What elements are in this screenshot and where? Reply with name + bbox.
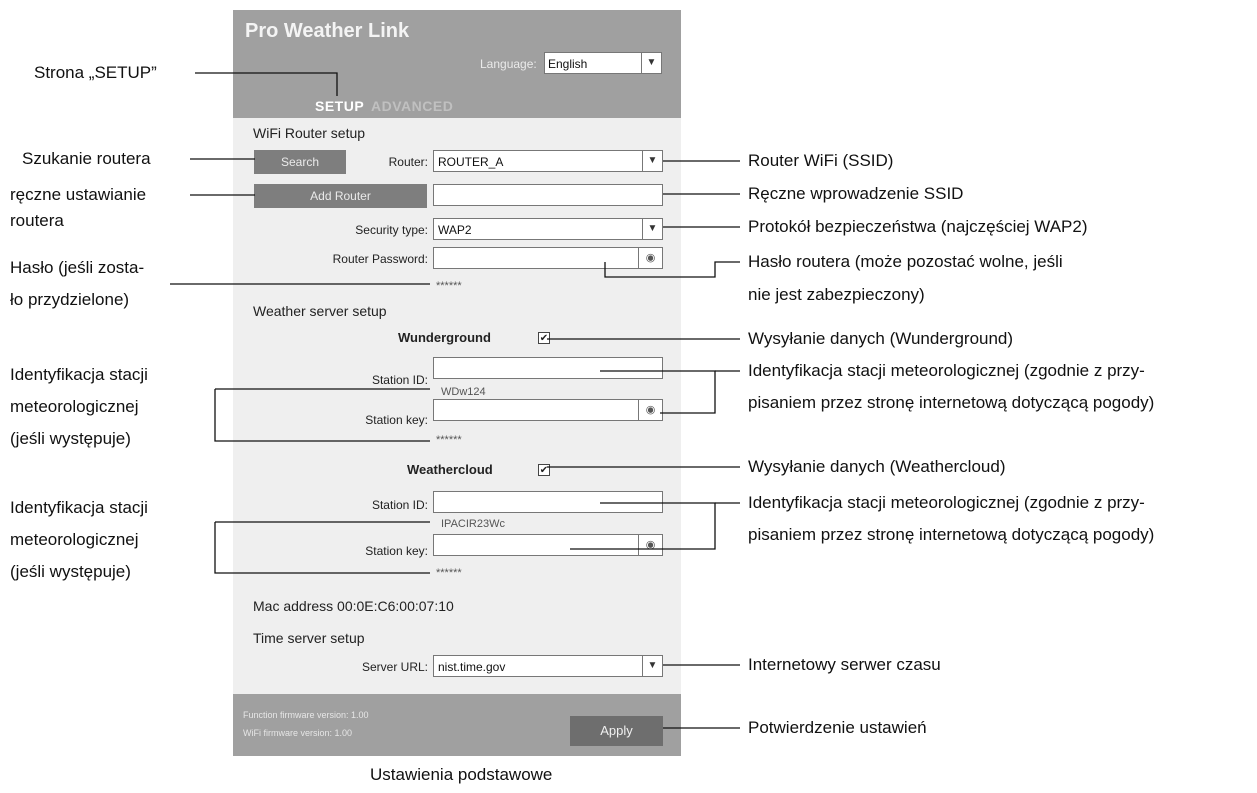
search-button[interactable]: Search (254, 150, 346, 174)
station-id-label: Station ID: (371, 498, 428, 512)
annotation-station-id-1: Identyfikacja stacji (10, 498, 148, 517)
annotation-manual-router-1: ręczne ustawianie (10, 185, 147, 204)
security-type-value: WAP2 (438, 223, 472, 237)
apply-button[interactable]: Apply (570, 716, 663, 746)
eye-icon[interactable]: ◉ (638, 248, 662, 268)
security-type-label: Security type: (355, 223, 428, 237)
service-name-weathercloud: Weathercloud (407, 462, 493, 477)
annotation-station-id-2: meteorologicznej (10, 530, 139, 549)
router-label: Router: (388, 155, 428, 169)
annotation-send-wunderground: Wysyłanie danych (Wunderground) (748, 329, 1014, 348)
router-value: ROUTER_A (438, 155, 504, 169)
annotation-station-id-3: (jeśli występuje) (10, 429, 131, 448)
annotation-wifi-router: Router WiFi (SSID) (748, 151, 894, 170)
server-url-label: Server URL: (361, 660, 428, 674)
add-router-button[interactable]: Add Router (254, 184, 427, 208)
chevron-down-icon[interactable]: ▼ (641, 53, 661, 73)
mac-address: Mac address 00:0E:C6:00:07:10 (253, 598, 454, 614)
annotation-security: Protokół bezpieczeństwa (najczęściej WAP2) (748, 217, 1088, 236)
tab-setup[interactable]: SETUP (315, 98, 365, 114)
wifi-section-title: WiFi Router setup (253, 125, 366, 141)
station-key-mask: ****** (436, 567, 462, 579)
annotation-confirm: Potwierdzenie ustawień (748, 718, 927, 737)
station-key-mask: ****** (436, 434, 462, 446)
station-id-label: Station ID: (371, 373, 428, 387)
function-firmware-version: Function firmware version: 1.00 (243, 710, 369, 720)
annotation-station-ident-1: Identyfikacja stacji meteorologicznej (zgodnie z przy- (748, 361, 1145, 380)
annotation-router-search: Szukanie routera (22, 149, 151, 168)
eye-icon[interactable]: ◉ (638, 535, 662, 555)
wunderground-checkbox[interactable]: ✔ (539, 333, 549, 344)
chevron-down-icon[interactable]: ▼ (642, 151, 662, 171)
annotation-password-2: ło przydzielone) (10, 290, 130, 309)
annotation-send-weathercloud: Wysyłanie danych (Weathercloud) (748, 457, 1006, 476)
annotation-setup-page: Strona „SETUP” (34, 63, 157, 82)
annotation-station-ident-1: Identyfikacja stacji meteorologicznej (zgodnie z przy- (748, 493, 1145, 512)
weather-server-section-title: Weather server setup (253, 303, 387, 319)
tab-advanced[interactable]: ADVANCED (371, 98, 454, 114)
annotation-password-1: Hasło (jeśli zosta- (10, 258, 145, 277)
weathercloud-checkbox[interactable]: ✔ (539, 465, 549, 476)
annotation-manual-router-2: routera (10, 211, 64, 230)
annotation-station-id-1: Identyfikacja stacji (10, 365, 148, 384)
figure-caption: Ustawienia podstawowe (370, 765, 553, 784)
time-server-section-title: Time server setup (253, 630, 365, 646)
station-key-label: Station key: (365, 413, 428, 427)
router-password-label: Router Password: (332, 252, 428, 266)
chevron-down-icon[interactable]: ▼ (642, 656, 662, 676)
server-url-value: nist.time.gov (438, 660, 506, 674)
annotation-station-id-2: meteorologicznej (10, 397, 139, 416)
chevron-down-icon[interactable]: ▼ (642, 219, 662, 239)
eye-icon[interactable]: ◉ (638, 400, 662, 420)
language-label: Language: (480, 57, 537, 71)
annotation-station-ident-2: pisaniem przez stronę internetową dotyczącą pogody) (748, 393, 1155, 412)
app-title: Pro Weather Link (245, 20, 410, 42)
password-mask: ****** (436, 280, 462, 292)
station-id-hint: IPACIR23Wc (441, 518, 505, 530)
station-id-hint: WDw124 (441, 386, 486, 398)
annotation-router-password-1: Hasło routera (może pozostać wolne, jeśli (748, 252, 1063, 271)
annotation-station-ident-2: pisaniem przez stronę internetową dotyczącą pogody) (748, 525, 1155, 544)
station-key-label: Station key: (365, 544, 428, 558)
annotation-manual-ssid: Ręczne wprowadzenie SSID (748, 184, 964, 203)
annotation-router-password-2: nie jest zabezpieczony) (748, 285, 925, 304)
annotation-station-id-3: (jeśli występuje) (10, 562, 131, 581)
wifi-firmware-version: WiFi firmware version: 1.00 (243, 728, 353, 738)
service-name-wunderground: Wunderground (398, 330, 491, 345)
annotation-time-server: Internetowy serwer czasu (748, 655, 941, 674)
language-value: English (548, 57, 588, 71)
